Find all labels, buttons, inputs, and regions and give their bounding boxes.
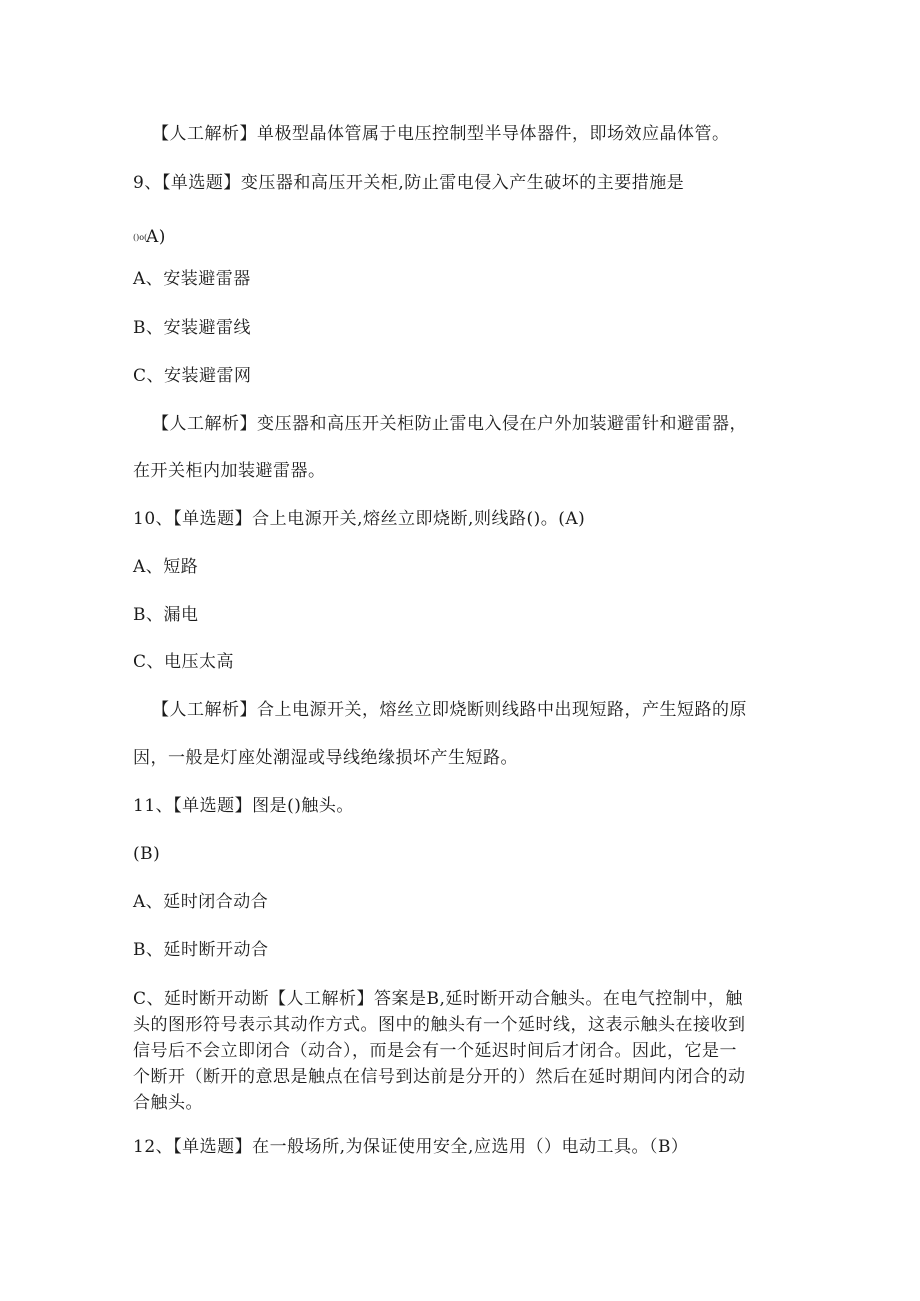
question-11-analysis-line-4: 个断开（断开的意思是触点在信号到达前是分开的）然后在延时期间内闭合的动 bbox=[133, 1067, 746, 1087]
question-9-option-c: C、安装避雷网 bbox=[133, 366, 252, 386]
question-9-answer-prefix: ()o( bbox=[133, 233, 148, 242]
question-10-analysis-line-2: 因，一般是灯座处潮湿或导线绝缘损坏产生短路。 bbox=[133, 748, 518, 768]
question-11-stem: 11、【单选题】图是()触头。 bbox=[133, 796, 354, 816]
question-9-stem: 9、【单选题】变压器和高压开关柜,防止雷电侵入产生破坏的主要措施是 bbox=[133, 173, 685, 193]
question-10-option-c: C、电压太高 bbox=[133, 652, 235, 672]
question-10-option-a: A、短路 bbox=[133, 557, 199, 577]
question-12-stem: 12、【单选题】在一般场所,为保证使用安全,应选用（）电动工具。（B） bbox=[133, 1137, 689, 1157]
question-11-option-b: B、延时断开动合 bbox=[133, 940, 269, 960]
analysis-q8: 【人工解析】单极型晶体管属于电压控制型半导体器件，即场效应晶体管。 bbox=[152, 124, 730, 144]
question-11-analysis-line-5: 合触头。 bbox=[133, 1093, 203, 1113]
question-9-answer-key: A) bbox=[146, 227, 166, 247]
question-11-analysis-line-3: 信号后不会立即闭合（动合），而是会有一个延迟时间后才闭合。因此，它是一 bbox=[133, 1041, 737, 1061]
question-9-option-a: A、安装避雷器 bbox=[133, 269, 251, 289]
question-11-option-a: A、延时闭合动合 bbox=[133, 892, 269, 912]
question-11-analysis-line-2: 头的图形符号表示其动作方式。图中的触头有一个延时线，这表示触头在接收到 bbox=[133, 1015, 746, 1035]
question-10-option-b: B、漏电 bbox=[133, 605, 199, 625]
question-9-option-b: B、安装避雷线 bbox=[133, 318, 251, 338]
question-10-analysis-line-1: 【人工解析】合上电源开关，熔丝立即烧断则线路中出现短路，产生短路的原 bbox=[152, 700, 747, 720]
question-10-stem: 10、【单选题】合上电源开关,熔丝立即烧断,则线路()。(A) bbox=[133, 509, 586, 529]
question-9-analysis-line-1: 【人工解析】变压器和高压开关柜防止雷电入侵在户外加装避雷针和避雷器， bbox=[152, 414, 747, 434]
question-9-analysis-line-2: 在开关柜内加装避雷器。 bbox=[133, 461, 326, 481]
question-11-analysis-line-1: C、延时断开动断【人工解析】答案是B,延时断开动合触头。在电气控制中，触 bbox=[133, 989, 743, 1009]
question-11-answer: (B) bbox=[133, 844, 161, 864]
